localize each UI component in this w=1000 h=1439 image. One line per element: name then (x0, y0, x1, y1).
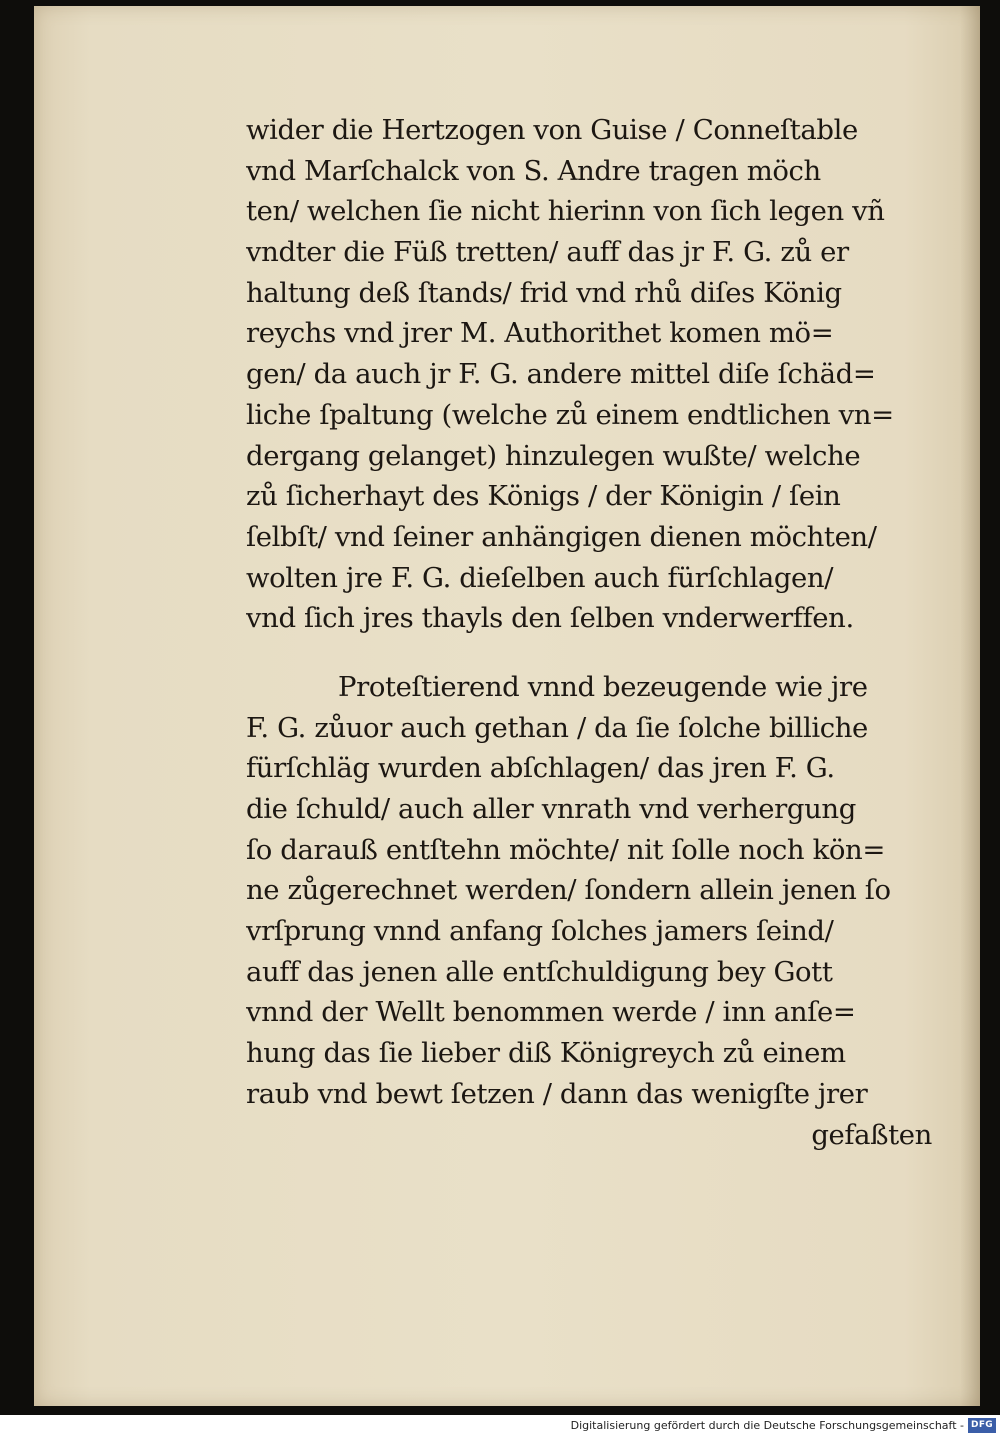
text-line: ſo darauß entſtehn möchte/ nit ſolle noch kön= (246, 833, 885, 866)
dfg-logo-icon: DFG (968, 1418, 996, 1433)
paragraph-gap (246, 639, 946, 667)
text-line: vnnd der Wellt benommen werde / inn anſe= (246, 996, 856, 1029)
text-line: ne zůgerechnet werden/ ſondern allein jenen ſo (246, 874, 891, 907)
dfg-credit: Digitalisierung gefördert durch die Deutsche Forschungsgemeinschaft - (570, 1419, 964, 1432)
text-line: F. G. zůuor auch gethan / da ſie ſolche billiche (246, 711, 868, 744)
catchword: gefaßten (811, 1118, 932, 1151)
text-line: reychs vnd jrer M. Authorithet komen mö= (246, 317, 834, 350)
text-line: hung das ſie lieber diß Königreych zů einem (246, 1037, 846, 1070)
text-line: Proteſtierend vnnd bezeugende wie jre (338, 670, 868, 703)
text-line: gen/ da auch jr F. G. andere mittel diſe ſchäd= (246, 358, 876, 391)
text-line: auff das jenen alle entſchuldigung bey Gott (246, 955, 833, 988)
text-line: dergang gelanget) hinzulegen wußte/ welche (246, 439, 861, 472)
text-line: die ſchuld/ auch aller vnrath vnd verhergung (246, 793, 856, 825)
text-line: vnd Marſchalck von S. Andre tragen möch (246, 154, 821, 187)
text-line: zů ſicherhayt des Königs / der Königin / ſein (246, 480, 841, 513)
text-line: wolten jre F. G. dieſelben auch fürſchlagen/ (246, 561, 834, 594)
text-line: vndter die Füß tretten/ auff das jr F. G. zů er (246, 236, 849, 269)
page-text (246, 110, 946, 1155)
text-line: ten/ welchen ſie nicht hierinn von ſich legen vñ (246, 195, 885, 228)
text-line: liche ſpaltung (welche zů einem endtlichen vn= (246, 398, 894, 431)
text-line: ſelbſt/ vnd ſeiner anhängigen dienen möchten/ (246, 520, 877, 553)
text-line: wider die Hertzogen von Guise / Conneſtable (246, 114, 858, 146)
page-edge-shadow (960, 6, 980, 1406)
text-line: vrſprung vnnd anfang ſolches jamers ſeind/ (246, 915, 834, 948)
text-line: fürſchläg wurden abſchlagen/ das jren F. G. (246, 752, 835, 785)
footer-bar (0, 1415, 1000, 1439)
text-line: raub vnd bewt ſetzen / dann das wenigſte jrer (246, 1077, 868, 1110)
text-line: vnd ſich jres thayls den ſelben vnderwerffen. (246, 602, 854, 635)
text-line: haltung deß ſtands/ frid vnd rhů diſes König (246, 276, 842, 309)
